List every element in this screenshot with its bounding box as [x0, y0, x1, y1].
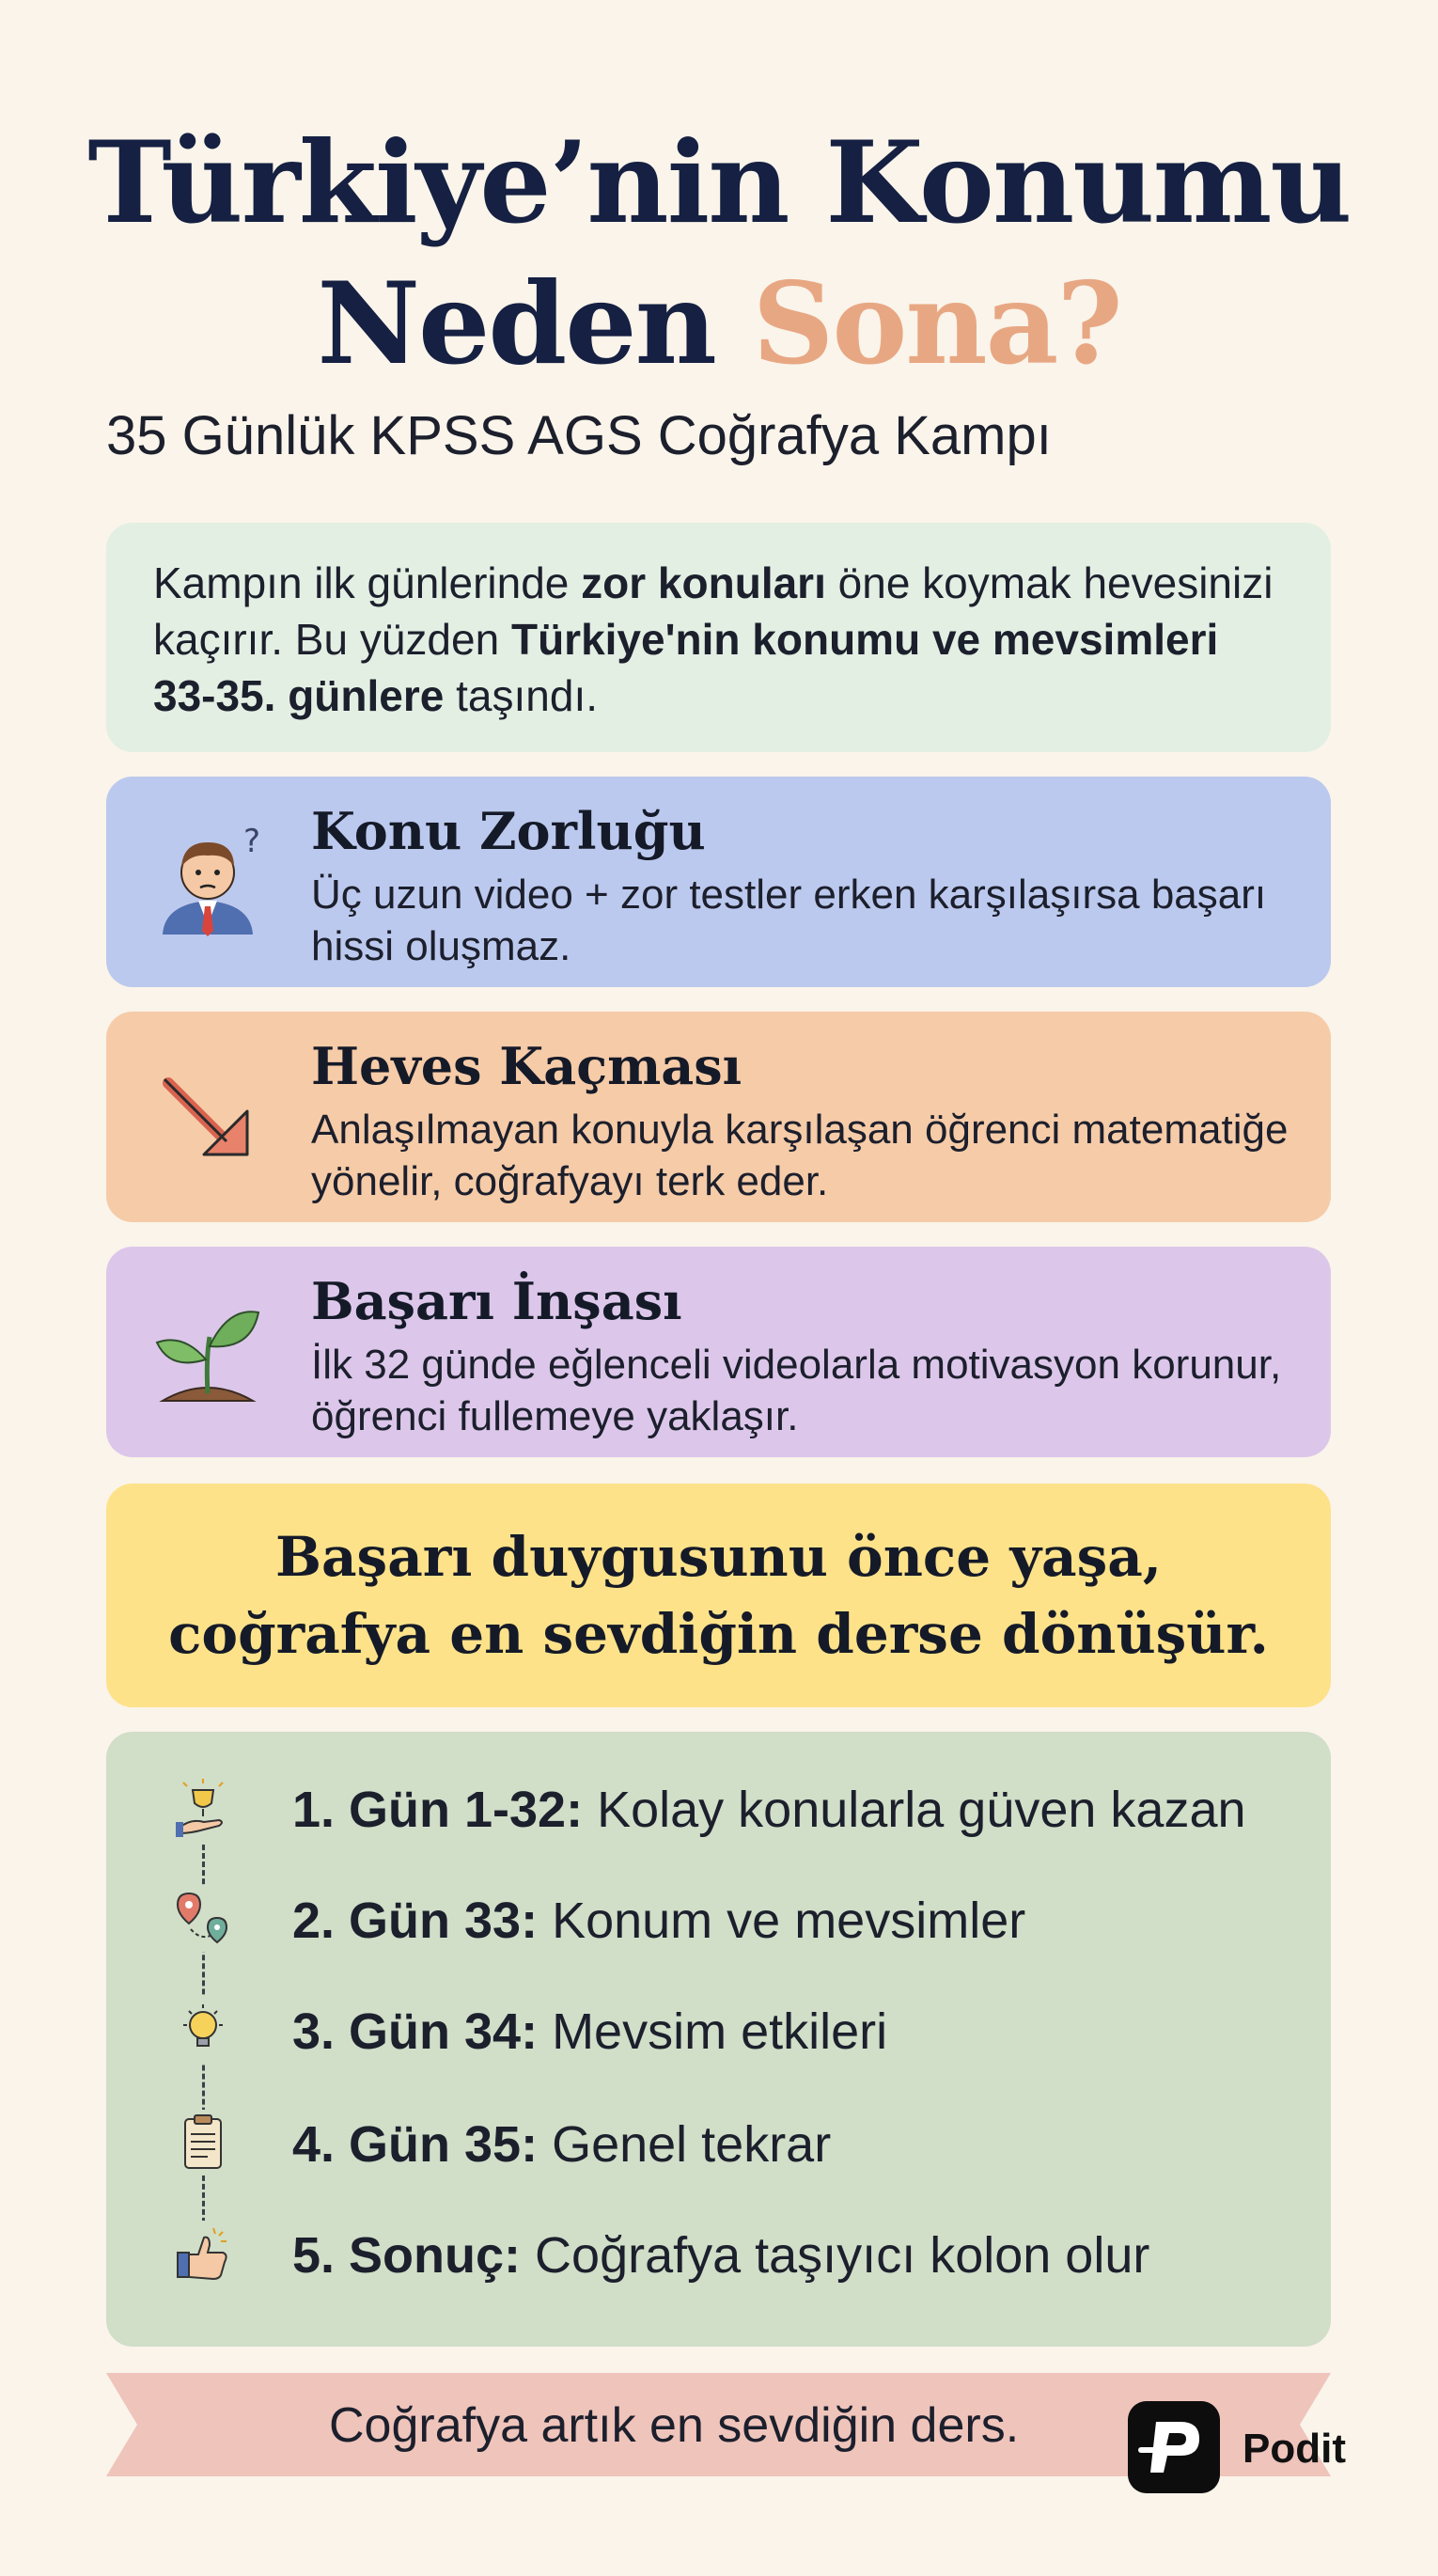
feature-description: İlk 32 günde eğlenceli videolarla motivasyon korunur, öğrenci fullemeye yaklaşır.: [311, 1342, 1282, 1439]
confused-student-icon: [142, 814, 274, 946]
step-text: [292, 2115, 831, 2174]
step-description: Coğrafya taşıyıcı kolon olur: [521, 2227, 1150, 2284]
brand-name: Podit: [1243, 2426, 1346, 2472]
svg-text:?: ?: [243, 823, 261, 860]
feature-card-heves-kacmasi: [106, 1012, 1331, 1222]
step-description: Genel tekrar: [538, 2116, 832, 2173]
quote-line-2: coğrafya en sevdiğin derse dönüşür.: [168, 1602, 1269, 1666]
step-description: Konum ve mevsimler: [538, 1893, 1026, 1949]
step-description: Mevsim etkileri: [538, 2003, 888, 2060]
step-label: 5. Sonuç:: [292, 2227, 522, 2284]
steps-card: [106, 1732, 1331, 2347]
map-pin-icon: [170, 1886, 236, 1952]
page-subtitle: 35 Günlük KPSS AGS Coğrafya Kampı: [106, 405, 1052, 466]
quote-banner: [106, 1484, 1331, 1707]
intro-bold-1: zor konuları: [581, 558, 826, 607]
step-label: 3. Gün 34:: [292, 2003, 539, 2060]
feature-card-konu-zorlugu: [106, 777, 1331, 987]
intro-card: [106, 523, 1331, 752]
sprout-icon: [142, 1284, 274, 1416]
trophy-hand-icon: [170, 1775, 236, 1841]
lightbulb-icon: [170, 1997, 236, 2063]
feature-description: Anlaşılmayan konuyla karşılaşan öğrenci matematiğe yönelir, coğrafyayı terk eder.: [311, 1107, 1289, 1204]
podit-logo-icon: [1128, 2401, 1220, 2493]
title-line-1: Türkiye’nin Konumu: [87, 117, 1351, 249]
down-arrow-icon: [142, 1049, 274, 1181]
title-line-2: [0, 254, 1438, 395]
step-text: [292, 1892, 1025, 1950]
footer-text: Coğrafya artık en sevdiğin ders.: [329, 2398, 1020, 2453]
clipboard-icon: [170, 2110, 236, 2175]
feature-card-basari-insasi: [106, 1247, 1331, 1457]
quote-line-1: Başarı duygusunu önce yaşa,: [274, 1525, 1163, 1589]
thumbs-up-icon: [170, 2221, 236, 2286]
step-label: 4. Gün 35:: [292, 2116, 539, 2173]
step-text: [292, 2226, 1149, 2285]
feature-description: Üç uzun video + zor testler erken karşılaşırsa başarı hissi oluşmaz.: [311, 872, 1267, 969]
step-item: [106, 1991, 1331, 2066]
title-main-word: Neden: [317, 258, 715, 390]
step-item: [106, 2104, 1331, 2179]
step-item: [106, 1769, 1331, 1845]
intro-bold-2: Türkiye'nin konumu ve mevsimleri 33-35. günlere: [153, 615, 1219, 720]
intro-text-1: Kampın ilk günlerinde: [153, 558, 582, 607]
step-label: 1. Gün 1-32:: [292, 1782, 584, 1838]
feature-title: Başarı İnşası: [311, 1271, 682, 1331]
intro-text-3: taşındı.: [444, 671, 599, 720]
step-description: Kolay konularla güven kazan: [583, 1782, 1246, 1838]
feature-title: Konu Zorluğu: [311, 801, 706, 861]
title-accent-word: Sona?: [752, 258, 1121, 390]
feature-title: Heves Kaçması: [311, 1036, 742, 1096]
step-text: [292, 2003, 887, 2061]
step-item: [106, 1880, 1331, 1956]
step-label: 2. Gün 33:: [292, 1893, 539, 1949]
page-title: [0, 113, 1438, 395]
intro-text-2: öne koymak hevesinizi kaçırır. Bu yüzden: [153, 558, 1274, 664]
step-text: [292, 1781, 1246, 1839]
step-item: [106, 2215, 1331, 2290]
